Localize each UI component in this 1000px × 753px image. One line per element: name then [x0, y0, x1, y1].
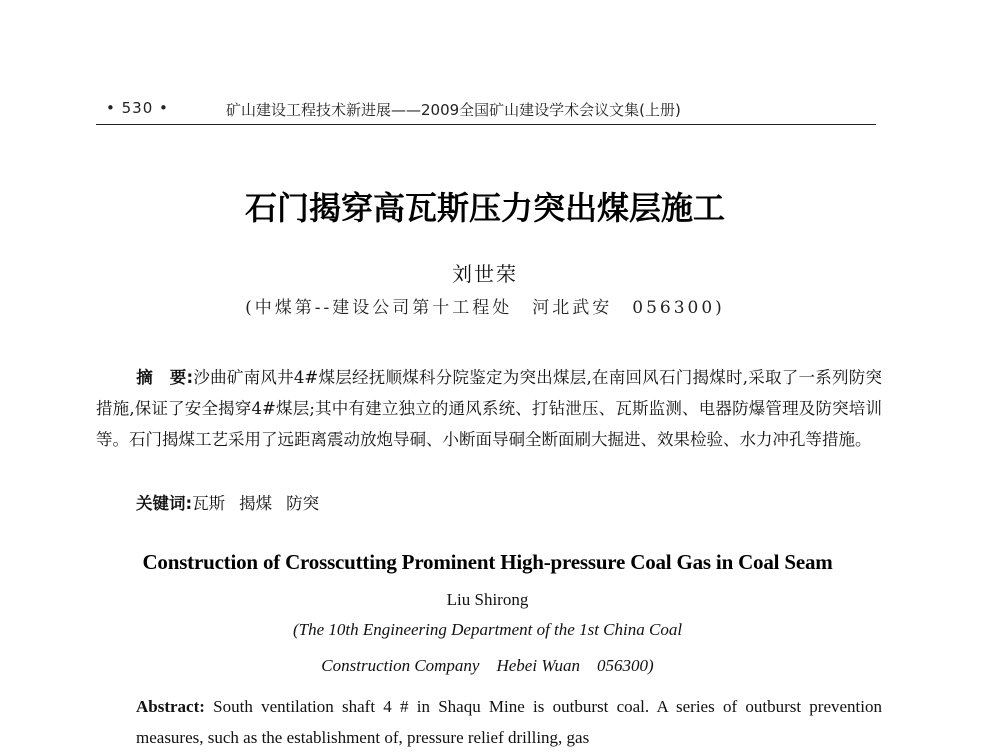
keyword-item: 瓦斯 — [192, 494, 226, 513]
abstract-en-text: South ventilation shaft 4 # in Shaqu Mine is outburst coal. A series of outburst prevention measures, such as the establishment of, pressure relief drilling, gas — [136, 697, 882, 747]
paper-title-cn: 石门揭穿高瓦斯压力突出煤层施工 — [244, 189, 725, 227]
keywords-cn — [136, 490, 836, 514]
author-cn: 刘世荣 — [452, 262, 518, 286]
affiliation-cn: (中煤第--建设公司第十工程处 河北武安 056300) — [245, 298, 725, 318]
abstract-en — [136, 691, 882, 753]
abstract-cn-text: 沙曲矿南风井4#煤层经抚顺煤科分院鉴定为突出煤层,在南回风石门揭煤时,采取了一系列防突措施,保证了安全揭穿4#煤层;其中有建立独立的通风系统、打钻泄压、瓦斯监测、电器防爆管理及防突培训等。石门揭煤工艺采用了远距离震动放炮导硐、小断面导硐全断面刷大掘进、效果检验、水力冲孔等措施。 — [96, 368, 882, 449]
page-number: • 530 • — [106, 99, 169, 117]
paper-title-en: Construction of Crosscutting Prominent High-pressure Coal Gas in Coal Seam — [142, 550, 833, 574]
abstract-cn-label: 摘 要: — [136, 368, 194, 387]
keyword-item: 防突 — [286, 494, 320, 513]
journal-title: 矿山建设工程技术新进展——2009全国矿山建设学术会议文集(上册) — [226, 101, 681, 119]
abstract-en-label: Abstract: — [136, 697, 205, 716]
header-rule — [96, 124, 876, 125]
keyword-item: 揭煤 — [239, 494, 273, 513]
keywords-cn-label: 关键词: — [136, 494, 193, 513]
affiliation-en-line2: Construction Company Hebei Wuan 056300) — [321, 656, 654, 675]
affiliation-en-line1: (The 10th Engineering Department of the 1st China Coal — [292, 620, 683, 639]
abstract-cn — [96, 362, 882, 455]
author-en: Liu Shirong — [446, 590, 529, 609]
running-head — [96, 97, 876, 121]
